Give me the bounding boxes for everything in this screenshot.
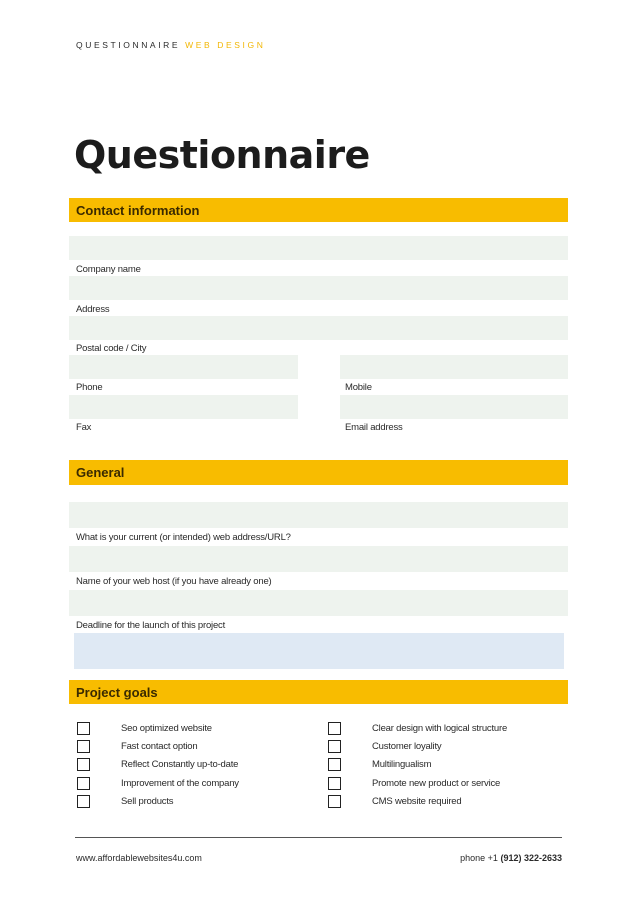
goal-checkbox[interactable]: [77, 722, 90, 735]
goal-checkbox[interactable]: [328, 740, 341, 753]
goal-label: Multilingualism: [372, 759, 432, 771]
goal-checkbox[interactable]: [77, 795, 90, 808]
url-label: What is your current (or intended) web address/URL?: [76, 532, 291, 543]
address-label: Address: [76, 304, 110, 315]
page-title: Questionnaire: [74, 133, 370, 177]
fax-label: Fax: [76, 422, 92, 433]
goal-label: Clear design with logical structure: [372, 723, 508, 734]
web-host-label: Name of your web host (if you have already one): [76, 576, 272, 587]
phone-label: Phone: [76, 382, 103, 393]
footer-divider: [75, 837, 562, 838]
brand-accent: WEB DESIGN: [185, 40, 266, 50]
goal-label: Improvement of the company: [121, 777, 239, 789]
goal-checkbox[interactable]: [328, 758, 341, 771]
section-title: Project goals: [76, 685, 158, 700]
goal-label: CMS website required: [372, 795, 462, 807]
email-label: Email address: [345, 422, 403, 433]
section-header-general: [69, 460, 568, 485]
brand-line: [76, 40, 265, 50]
goal-checkbox[interactable]: [328, 777, 341, 790]
footer-phone-prefix: phone +1: [460, 853, 498, 863]
goal-label: Promote new product or service: [372, 777, 501, 789]
goal-checkbox[interactable]: [77, 758, 90, 771]
phone-input[interactable]: [69, 355, 298, 379]
web-host-input[interactable]: [69, 546, 568, 572]
mobile-input[interactable]: [340, 355, 568, 379]
goal-label: Customer loyality: [372, 741, 442, 753]
deadline-notes-box[interactable]: [74, 633, 564, 669]
section-title: Contact information: [76, 203, 200, 218]
company-name-input[interactable]: [69, 236, 568, 260]
deadline-label: Deadline for the launch of this project: [76, 620, 226, 631]
footer-website-link[interactable]: www.affordablewebsites4u.com: [76, 853, 202, 863]
section-title: General: [76, 465, 125, 480]
footer-phone: [460, 853, 562, 863]
company-name-label: Company name: [76, 264, 141, 275]
footer-phone-number: (912) 322-2633: [500, 853, 562, 863]
deadline-input[interactable]: [69, 590, 568, 616]
mobile-label: Mobile: [345, 382, 372, 393]
postal-city-input[interactable]: [69, 316, 568, 340]
goal-label: Seo optimized website: [121, 723, 212, 734]
section-header-contact: [69, 198, 568, 222]
goal-checkbox[interactable]: [77, 740, 90, 753]
address-input[interactable]: [69, 276, 568, 300]
postal-city-label: Postal code / City: [76, 343, 147, 354]
section-header-goals: [69, 680, 568, 704]
goal-checkbox[interactable]: [328, 722, 341, 735]
goal-checkbox[interactable]: [77, 777, 90, 790]
brand-main: QUESTIONNAIRE: [76, 40, 181, 50]
goal-label: Sell products: [121, 795, 174, 807]
goal-label: Reflect Constantly up-to-date: [121, 759, 239, 771]
url-input[interactable]: [69, 502, 568, 528]
goal-checkbox[interactable]: [328, 795, 341, 808]
fax-input[interactable]: [69, 395, 298, 419]
email-input[interactable]: [340, 395, 568, 419]
goal-label: Fast contact option: [121, 741, 198, 753]
